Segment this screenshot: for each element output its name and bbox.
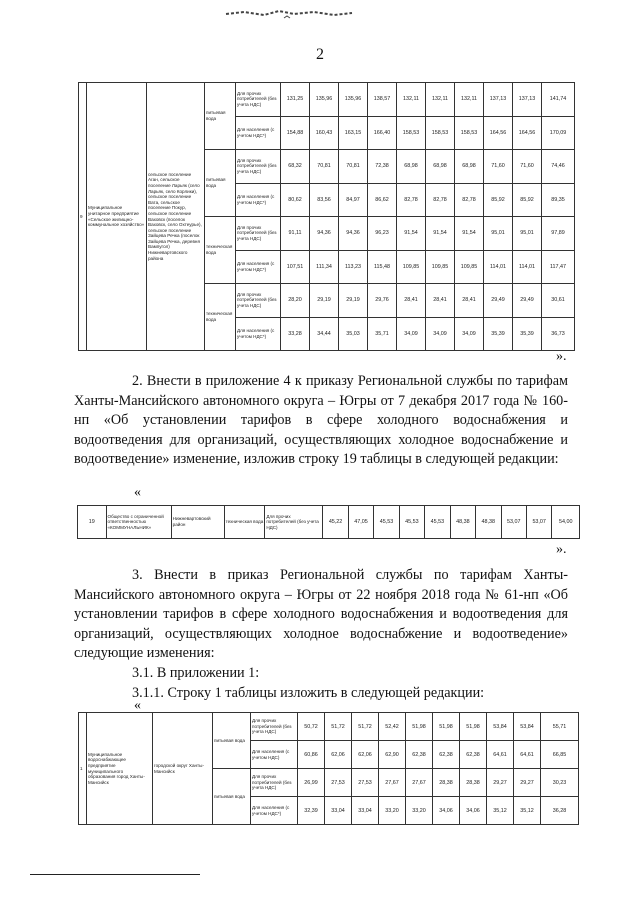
consumer-category-cell: Для прочих потребителей (без учета НДС) — [251, 769, 298, 797]
tariff-value-cell: 34,06 — [433, 797, 460, 825]
tariff-table-2 — [77, 505, 580, 539]
tariff-value-cell: 28,41 — [397, 284, 426, 318]
tariff-value-cell: 68,98 — [426, 150, 455, 184]
tariff-value-cell: 35,39 — [484, 317, 513, 351]
paragraph-3-1: 3.1. В приложении 1: — [132, 665, 260, 681]
tariff-value-cell: 97,89 — [542, 217, 575, 251]
territory-cell: сельское поселение Аган, сельское поселение Ларьяк (село Ларьяк, село Корлики), сельское поселение Вата, сельское поселение Покур, сельское поселение Ваховск (поселок Ваховск, село Охтеурье), сельское поселение Зайцева Речка (поселок Зайцева Речка, деревня Вампугол) Нижневартовского района — [147, 83, 205, 351]
tariff-value-cell: 35,12 — [514, 797, 541, 825]
tariff-value-cell: 95,01 — [513, 217, 542, 251]
tariff-value-cell: 35,03 — [339, 317, 368, 351]
tariff-value-cell: 135,96 — [310, 83, 339, 117]
table-row — [79, 83, 575, 117]
tariff-value-cell: 33,28 — [281, 317, 310, 351]
tariff-value-cell: 74,46 — [542, 150, 575, 184]
service-type-cell: питьевая вода — [213, 713, 251, 769]
tariff-value-cell: 45,22 — [323, 506, 348, 539]
tariff-value-cell: 114,01 — [484, 250, 513, 284]
tariff-value-cell: 36,73 — [542, 317, 575, 351]
tariff-value-cell: 91,54 — [397, 217, 426, 251]
tariff-value-cell: 53,07 — [526, 506, 551, 539]
consumer-category-cell: Для населения (с учетом НДС*) — [236, 183, 281, 217]
tariff-value-cell: 62,90 — [379, 741, 406, 769]
tariff-value-cell: 51,98 — [406, 713, 433, 741]
service-type-cell: питьевая вода — [205, 83, 236, 150]
tariff-value-cell: 29,76 — [368, 284, 397, 318]
tariff-table-3 — [78, 712, 579, 825]
tariff-value-cell: 164,56 — [513, 116, 542, 150]
tariff-value-cell: 71,60 — [513, 150, 542, 184]
tariff-value-cell: 85,92 — [513, 183, 542, 217]
tariff-value-cell: 107,51 — [281, 250, 310, 284]
tariff-value-cell: 51,98 — [460, 713, 487, 741]
opening-quote-2: « — [134, 485, 141, 500]
tariff-value-cell: 29,19 — [310, 284, 339, 318]
tariff-value-cell: 62,38 — [460, 741, 487, 769]
tariff-value-cell: 45,53 — [399, 506, 424, 539]
service-type-cell: техническая вода — [224, 506, 265, 539]
consumer-category-cell: Для прочих потребителей (без учета НДС) — [236, 284, 281, 318]
service-type-cell: техническая вода — [205, 284, 236, 351]
tariff-value-cell: 158,53 — [397, 116, 426, 150]
paragraph-3-1-1: 3.1.1. Строку 1 таблицы изложить в следующей редакции: — [132, 685, 485, 701]
row-number-cell: 1 — [79, 713, 87, 825]
tariff-value-cell: 132,11 — [397, 83, 426, 117]
tariff-value-cell: 60,86 — [298, 741, 325, 769]
tariff-value-cell: 80,62 — [281, 183, 310, 217]
consumer-category-cell: Для прочих потребителей (без учета НДС) — [265, 506, 323, 539]
tariff-value-cell: 29,27 — [487, 769, 514, 797]
tariff-value-cell: 70,81 — [339, 150, 368, 184]
row-number-cell: 19 — [78, 506, 107, 539]
tariff-value-cell: 30,61 — [542, 284, 575, 318]
tariff-value-cell: 68,98 — [397, 150, 426, 184]
tariff-value-cell: 85,92 — [484, 183, 513, 217]
tariff-value-cell: 82,78 — [397, 183, 426, 217]
service-type-cell: питьевая вода — [205, 150, 236, 217]
tariff-value-cell: 170,09 — [542, 116, 575, 150]
tariff-value-cell: 30,23 — [541, 769, 579, 797]
tariff-value-cell: 48,38 — [476, 506, 501, 539]
tariff-value-cell: 33,04 — [325, 797, 352, 825]
organization-cell: Муниципальное водоснабжающее предприятие муниципального образования город Ханты-Мансийск — [87, 713, 153, 825]
tariff-value-cell: 34,09 — [455, 317, 484, 351]
tariff-value-cell: 48,38 — [450, 506, 475, 539]
paragraph-3: 3. Внести в приказ Региональной службы по тарифам Ханты-Мансийского автономного округа – Югры от 22 ноября 2018 года № 61-нп «Об установлении тарифов в сфере холодного водоснабжения и водоотведения для организаций, осуществляющих холодное водоснабжение и водоотведение» следующие изменения: — [74, 567, 568, 662]
tariff-value-cell: 34,09 — [426, 317, 455, 351]
tariff-value-cell: 91,54 — [426, 217, 455, 251]
tariff-value-cell: 35,12 — [487, 797, 514, 825]
tariff-value-cell: 47,05 — [348, 506, 373, 539]
tariff-value-cell: 94,36 — [339, 217, 368, 251]
tariff-value-cell: 27,53 — [325, 769, 352, 797]
tariff-value-cell: 29,49 — [513, 284, 542, 318]
opening-quote-3: « — [134, 698, 141, 713]
table-row — [78, 506, 580, 539]
organization-cell: Муниципальное унитарное предприятие «Сельское жилищно-коммунальное хозяйство» — [87, 83, 147, 351]
tariff-value-cell: 62,06 — [325, 741, 352, 769]
organization-cell: Общество с ограниченной ответственностью «КОММУНАЛЬНИК» — [106, 506, 171, 539]
tariff-value-cell: 135,96 — [339, 83, 368, 117]
consumer-category-cell: Для прочих потребителей (без учета НДС) — [236, 150, 281, 184]
tariff-value-cell: 91,54 — [455, 217, 484, 251]
tariff-value-cell: 55,71 — [541, 713, 579, 741]
tariff-value-cell: 51,72 — [325, 713, 352, 741]
tariff-value-cell: 160,43 — [310, 116, 339, 150]
tariff-value-cell: 113,23 — [339, 250, 368, 284]
tariff-value-cell: 62,38 — [406, 741, 433, 769]
tariff-value-cell: 51,98 — [433, 713, 460, 741]
tariff-value-cell: 27,53 — [352, 769, 379, 797]
tariff-value-cell: 33,20 — [379, 797, 406, 825]
closing-quote-2: ». — [556, 542, 567, 557]
service-type-cell: питьевая вода — [213, 769, 251, 825]
tariff-value-cell: 132,11 — [426, 83, 455, 117]
tariff-value-cell: 83,56 — [310, 183, 339, 217]
tariff-value-cell: 33,20 — [406, 797, 433, 825]
tariff-value-cell: 45,53 — [374, 506, 399, 539]
tariff-value-cell: 27,67 — [379, 769, 406, 797]
scan-bottom-rule — [30, 874, 200, 875]
tariff-value-cell: 53,84 — [487, 713, 514, 741]
tariff-value-cell: 28,41 — [426, 284, 455, 318]
tariff-value-cell: 68,98 — [455, 150, 484, 184]
tariff-value-cell: 66,85 — [541, 741, 579, 769]
tariff-value-cell: 96,23 — [368, 217, 397, 251]
consumer-category-cell: Для населения (с учетом НДС) — [251, 741, 298, 769]
closing-quote-1: ». — [556, 349, 567, 364]
tariff-value-cell: 131,25 — [281, 83, 310, 117]
tariff-value-cell: 34,09 — [397, 317, 426, 351]
paragraph-2: 2. Внести в приложение 4 к приказу Региональной службы по тарифам Ханты-Мансийского автономного округа – Югры от 7 декабря 2017 года № 160-нп «Об установлении тарифов в сфере холодного водоснабжения и водоотведения для организаций, осуществляющих холодное водоснабжение и водоотведение» изменение, изложив строку 19 таблицы в следующей редакции: — [74, 373, 568, 468]
tariff-value-cell: 35,39 — [513, 317, 542, 351]
tariff-value-cell: 68,32 — [281, 150, 310, 184]
tariff-value-cell: 34,06 — [460, 797, 487, 825]
table-row — [79, 713, 579, 741]
tariff-value-cell: 64,61 — [514, 741, 541, 769]
tariff-value-cell: 45,53 — [425, 506, 450, 539]
tariff-value-cell: 28,20 — [281, 284, 310, 318]
tariff-value-cell: 111,34 — [310, 250, 339, 284]
consumer-category-cell: Для населения (с учетом НДС*) — [251, 797, 298, 825]
tariff-value-cell: 26,99 — [298, 769, 325, 797]
tariff-value-cell: 54,00 — [552, 506, 580, 539]
tariff-value-cell: 32,39 — [298, 797, 325, 825]
consumer-category-cell: Для прочих потребителей (без учета НДС) — [236, 83, 281, 117]
consumer-category-cell: Для прочих потребителей (без учета НДС) — [251, 713, 298, 741]
tariff-value-cell: 71,60 — [484, 150, 513, 184]
tariff-value-cell: 70,81 — [310, 150, 339, 184]
tariff-value-cell: 29,19 — [339, 284, 368, 318]
tariff-value-cell: 94,36 — [310, 217, 339, 251]
tariff-value-cell: 117,47 — [542, 250, 575, 284]
tariff-value-cell: 27,67 — [406, 769, 433, 797]
tariff-value-cell: 154,88 — [281, 116, 310, 150]
page-number: 2 — [316, 46, 324, 63]
consumer-category-cell: Для прочих потребителей (без учета НДС) — [236, 217, 281, 251]
tariff-value-cell: 137,13 — [484, 83, 513, 117]
tariff-value-cell: 158,53 — [426, 116, 455, 150]
tariff-value-cell: 141,74 — [542, 83, 575, 117]
tariff-value-cell: 137,13 — [513, 83, 542, 117]
service-type-cell: техническая вода — [205, 217, 236, 284]
tariff-value-cell: 109,85 — [455, 250, 484, 284]
tariff-value-cell: 34,44 — [310, 317, 339, 351]
tariff-value-cell: 51,72 — [352, 713, 379, 741]
territory-cell: Нижневартовский район — [171, 506, 224, 539]
tariff-value-cell: 109,85 — [397, 250, 426, 284]
tariff-value-cell: 95,01 — [484, 217, 513, 251]
tariff-value-cell: 164,56 — [484, 116, 513, 150]
tariff-value-cell: 35,71 — [368, 317, 397, 351]
tariff-value-cell: 132,11 — [455, 83, 484, 117]
tariff-value-cell: 36,28 — [541, 797, 579, 825]
tariff-value-cell: 52,42 — [379, 713, 406, 741]
tariff-value-cell: 53,07 — [501, 506, 526, 539]
row-number-cell: 9 — [79, 83, 87, 351]
scan-artifact-mark — [224, 6, 354, 20]
consumer-category-cell: Для населения (с учетом НДС*) — [236, 317, 281, 351]
tariff-value-cell: 166,40 — [368, 116, 397, 150]
tariff-value-cell: 29,49 — [484, 284, 513, 318]
tariff-value-cell: 62,38 — [433, 741, 460, 769]
tariff-value-cell: 84,97 — [339, 183, 368, 217]
tariff-value-cell: 28,41 — [455, 284, 484, 318]
tariff-value-cell: 86,62 — [368, 183, 397, 217]
tariff-value-cell: 91,11 — [281, 217, 310, 251]
tariff-value-cell: 28,38 — [460, 769, 487, 797]
tariff-value-cell: 33,04 — [352, 797, 379, 825]
tariff-value-cell: 72,38 — [368, 150, 397, 184]
tariff-value-cell: 53,84 — [514, 713, 541, 741]
tariff-value-cell: 50,72 — [298, 713, 325, 741]
tariff-value-cell: 89,35 — [542, 183, 575, 217]
consumer-category-cell: Для населения (с учетом НДС*) — [236, 250, 281, 284]
tariff-value-cell: 29,27 — [514, 769, 541, 797]
tariff-value-cell: 62,06 — [352, 741, 379, 769]
tariff-value-cell: 28,38 — [433, 769, 460, 797]
tariff-table-1 — [78, 82, 575, 351]
tariff-value-cell: 163,15 — [339, 116, 368, 150]
consumer-category-cell: Для населения (с учетом НДС*) — [236, 116, 281, 150]
tariff-value-cell: 64,61 — [487, 741, 514, 769]
tariff-value-cell: 138,57 — [368, 83, 397, 117]
tariff-value-cell: 115,48 — [368, 250, 397, 284]
tariff-value-cell: 82,78 — [455, 183, 484, 217]
tariff-value-cell: 82,78 — [426, 183, 455, 217]
tariff-value-cell: 158,53 — [455, 116, 484, 150]
tariff-value-cell: 114,01 — [513, 250, 542, 284]
territory-cell: городской округ Ханты-Мансийск — [153, 713, 213, 825]
tariff-value-cell: 109,85 — [426, 250, 455, 284]
